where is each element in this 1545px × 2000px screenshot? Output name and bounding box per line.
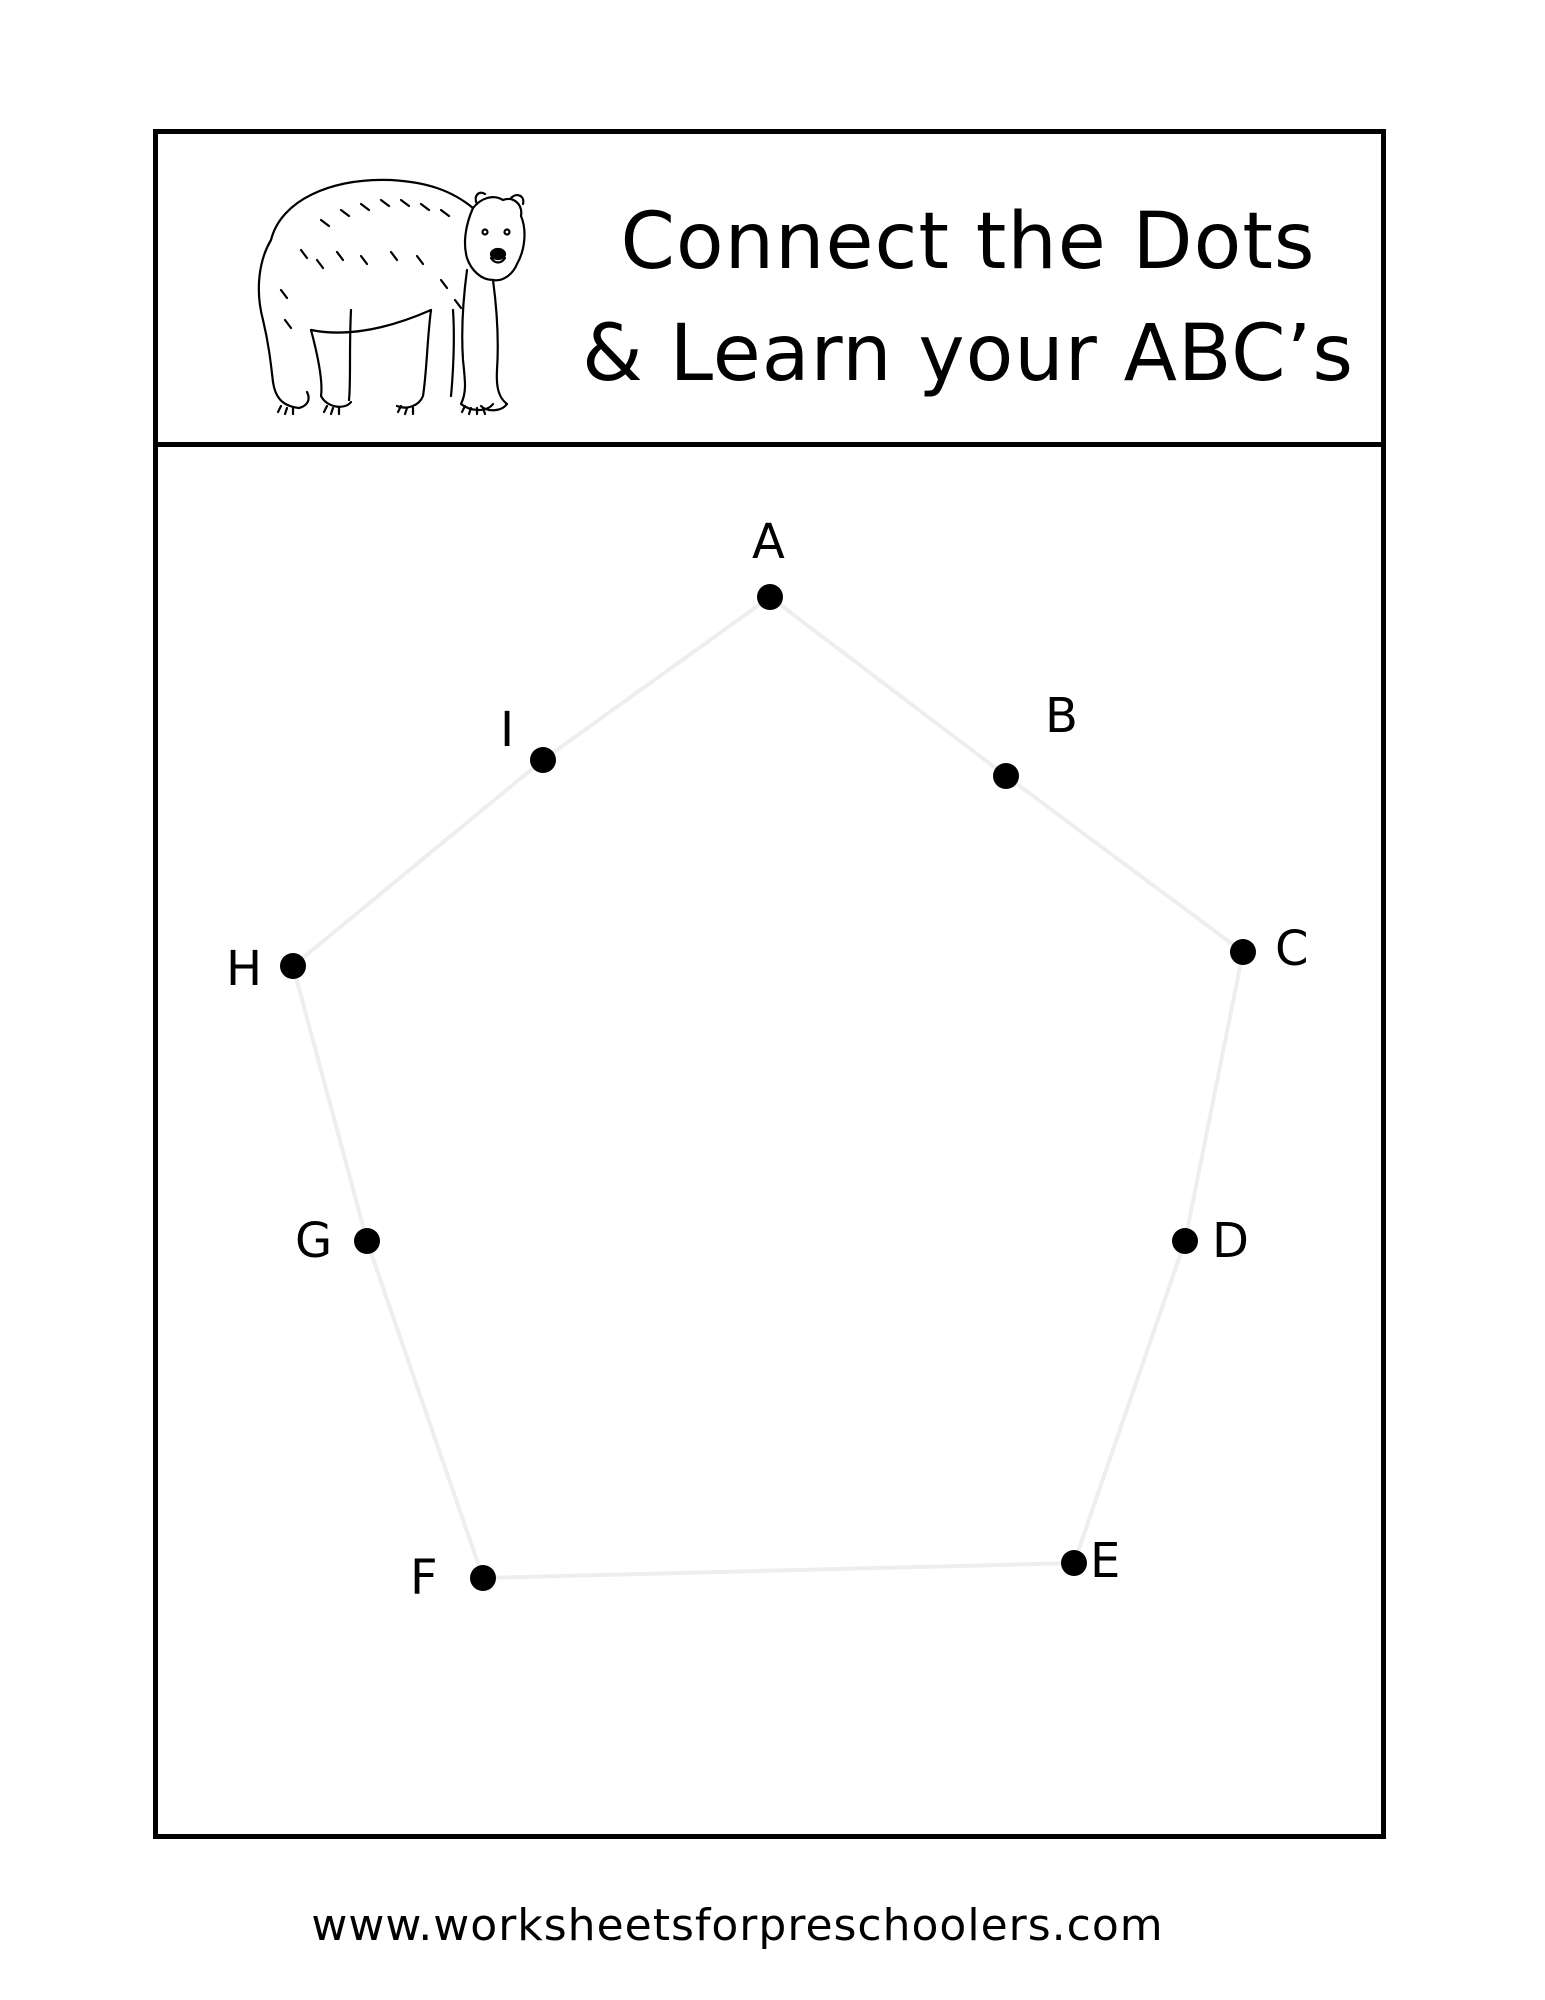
dot-label-a: A <box>752 514 785 570</box>
dot-label-e: E <box>1090 1533 1121 1589</box>
title-line-2: & Learn your ABC’s <box>582 309 1354 399</box>
dot-label-g: G <box>295 1213 333 1269</box>
title-line-1: Connect the Dots <box>620 197 1316 287</box>
dot-label-b: B <box>1045 688 1078 744</box>
worksheet-header <box>158 134 1381 447</box>
dot-label-h: H <box>226 941 263 997</box>
dot-label-d: D <box>1212 1213 1249 1269</box>
dot-label-i: I <box>500 702 515 758</box>
dot-label-c: C <box>1275 921 1309 977</box>
dot-label-f: F <box>410 1550 438 1606</box>
footer-website-url: www.worksheetsforpreschoolers.com <box>311 1900 1164 1951</box>
worksheet-title <box>558 186 1378 410</box>
polar-bear-illustration <box>241 160 531 422</box>
worksheet-frame <box>153 129 1386 1839</box>
